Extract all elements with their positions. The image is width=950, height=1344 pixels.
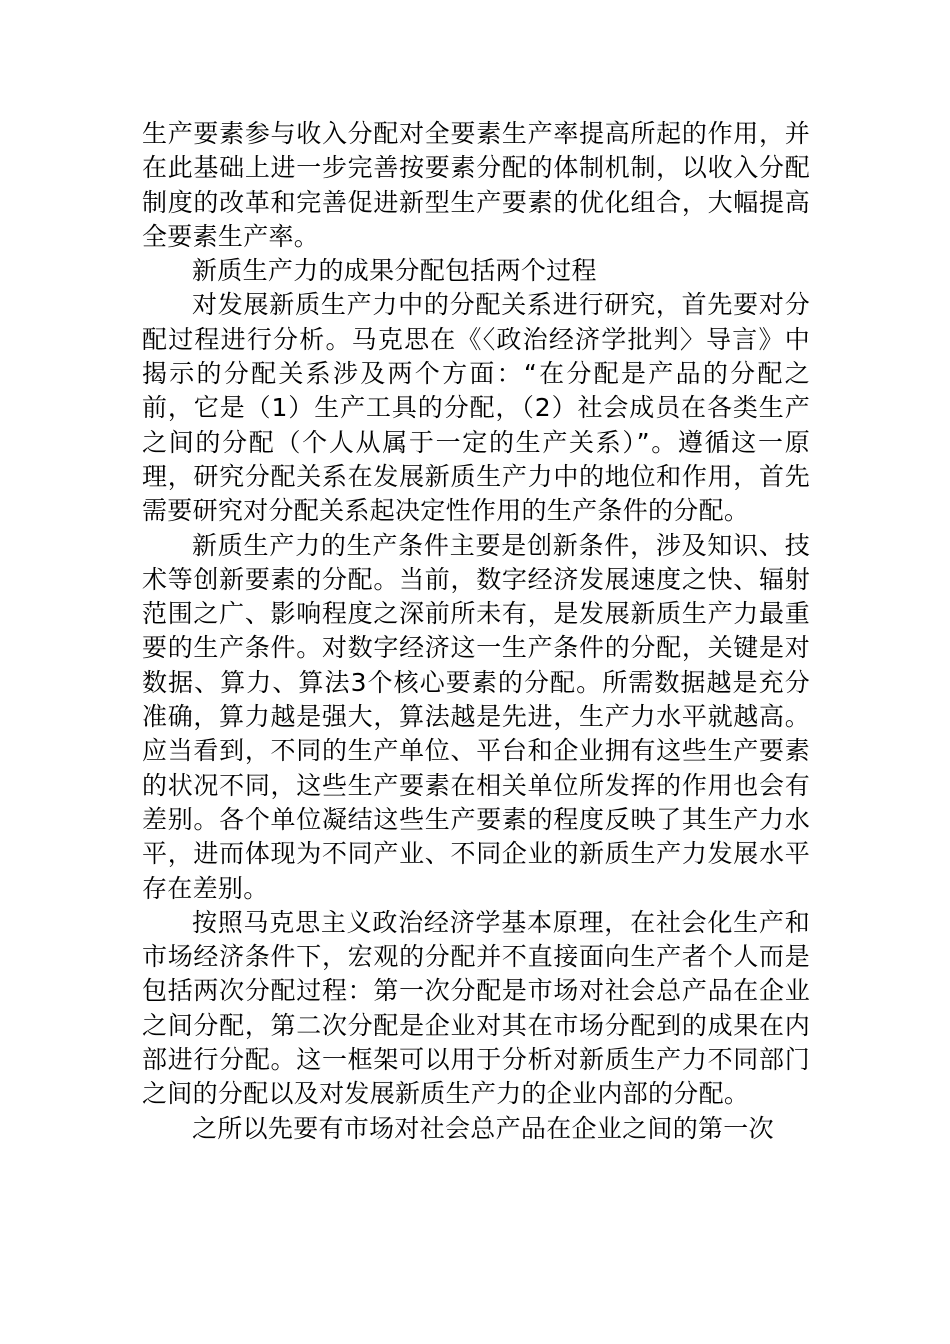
paragraph: 新质生产力的生产条件主要是创新条件，涉及知识、技术等创新要素的分配。当前，数字经济发展速度之快、辐射范围之广、影响程度之深前所未有，是发展新质生产力最重要的生产条件。对数字经济这一生产条件的分配，关键是对数据、算力、算法3个核心要素的分配。所需数据越是充分准确，算力越是强大，算法越是先进，生产力水平就越高。应当看到，不同的生产单位、平台和企业拥有这些生产要素的状况不同，这些生产要素在相关单位所发挥的作用也会有差别。各个单位凝结这些生产要素的程度反映了其生产力水平，进而体现为不同产业、不同企业的新质生产力发展水平存在差别。 — [142, 530, 810, 903]
paragraph: 之所以先要有市场对社会总产品在企业之间的第一次 — [192, 1113, 774, 1143]
paragraph-continuation: 生产要素参与收入分配对全要素生产率提高所起的作用，并在此基础上进一步完善按要素分配的体制机制，以收入分配制度的改革和完善促进新型生产要素的优化组合，大幅提高全要素生产率。 — [142, 119, 810, 251]
document-page — [142, 117, 810, 1146]
section-heading: 新质生产力的成果分配包括两个过程 — [192, 256, 597, 286]
paragraph: 按照马克思主义政治经济学基本原理，在社会化生产和市场经济条件下，宏观的分配并不直接面向生产者个人而是包括两次分配过程：第一次分配是市场对社会总产品在企业之间分配，第二次分配是企业对其在市场分配到的成果在内部进行分配。这一框架可以用于分析对新质生产力不同部门之间的分配以及对发展新质生产力的企业内部的分配。 — [142, 907, 810, 1109]
paragraph: 对发展新质生产力中的分配关系进行研究，首先要对分配过程进行分析。马克思在《〈政治经济学批判〉导言》中揭示的分配关系涉及两个方面：“在分配是产品的分配之前，它是（1）生产工具的分配，（2）社会成员在各类生产之间的分配（个人从属于一定的生产关系）”。遵循这一原理，研究分配关系在发展新质生产力中的地位和作用，首先需要研究对分配关系起决定性作用的生产条件的分配。 — [142, 290, 810, 526]
